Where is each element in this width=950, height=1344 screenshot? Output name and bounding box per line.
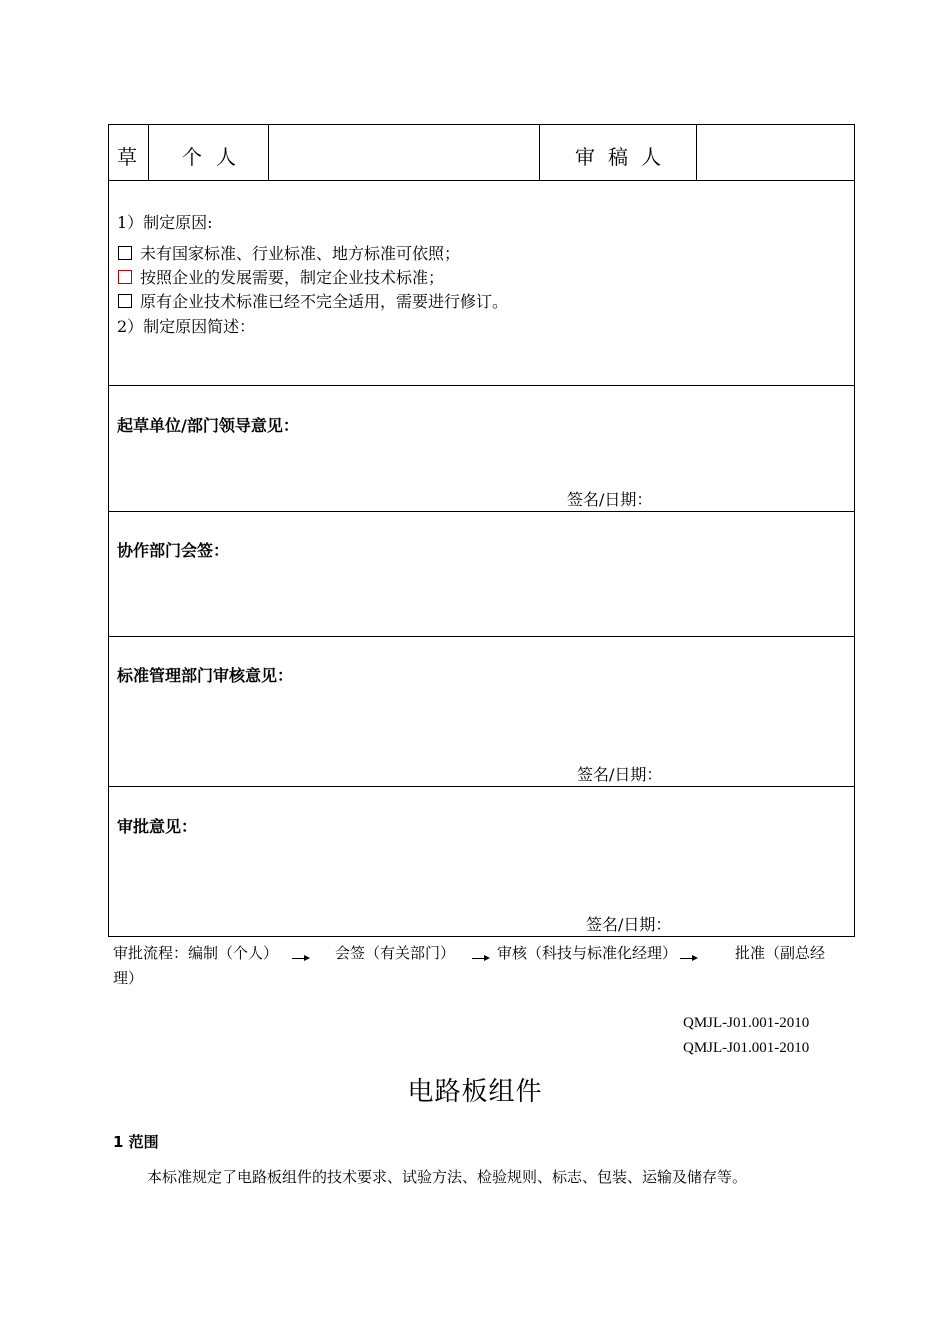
table-col-divider: [148, 124, 149, 180]
arrow-right-icon: [472, 958, 486, 959]
document-title: 电路板组件: [407, 1077, 543, 1107]
table-row-divider: [108, 636, 855, 637]
doc-code: QMJL-J01.001-2010: [683, 1040, 810, 1056]
header-cell-5-input[interactable]: [698, 126, 853, 179]
reason-option-3-label: 原有企业技术标准已经不完全适用，需要进行修订。: [140, 292, 509, 311]
table-col-divider: [696, 124, 697, 180]
table-border-right: [854, 124, 855, 937]
arrow-right-icon: [292, 958, 306, 959]
reason-option-1-label: 未有国家标准、行业标准、地方标准可依照；: [140, 244, 461, 263]
reason-brief-heading: 2）制定原因简述：: [117, 317, 256, 336]
process-step-4-cont: 理）: [113, 969, 144, 987]
section-1-text: 本标准规定了电路板组件的技术要求、试验方法、检验规则、标志、包装、运输及储存等。: [147, 1168, 748, 1186]
approval-sign-date: 签名/日期：: [586, 915, 672, 934]
approval-label: 审批意见：: [117, 817, 198, 836]
process-step-2: 会签（有关部门）: [335, 944, 456, 962]
reason-heading: 1）制定原因:: [117, 213, 213, 232]
process-step-1: 审批流程：编制（个人）: [113, 944, 279, 962]
table-row-divider: [108, 385, 855, 386]
checkbox-icon[interactable]: [118, 270, 132, 284]
table-col-divider: [268, 124, 269, 180]
reason-option-3[interactable]: [118, 291, 508, 313]
std-mgmt-sign-date: 签名/日期：: [577, 765, 663, 784]
header-cell-3-input[interactable]: [270, 126, 538, 179]
table-border-top: [108, 124, 855, 125]
std-mgmt-label: 标准管理部门审核意见：: [117, 666, 294, 685]
section-1-heading: 1 范围: [113, 1133, 159, 1151]
dept-leader-label: 起草单位/部门领导意见：: [117, 416, 299, 435]
table-border-left: [108, 124, 109, 937]
header-cell-1: 草: [117, 145, 143, 169]
table-row-divider: [108, 180, 855, 181]
header-cell-reviewer: 审稿人: [575, 145, 674, 169]
process-step-3: 审核（科技与标准化经理）: [497, 944, 678, 962]
header-cell-2: 个人: [182, 145, 250, 169]
reason-option-2-label: 按照企业的发展需要，制定企业技术标准；: [140, 268, 445, 287]
cosign-label: 协作部门会签：: [117, 541, 230, 560]
reason-option-1[interactable]: [118, 243, 460, 265]
reason-option-2[interactable]: [118, 267, 444, 289]
doc-code: QMJL-J01.001-2010: [683, 1015, 810, 1031]
table-border-bottom: [108, 936, 855, 937]
process-step-4: 批准（副总经: [735, 944, 826, 962]
table-col-divider: [539, 124, 540, 180]
dept-leader-sign-date: 签名/日期：: [567, 490, 653, 509]
arrow-right-icon: [680, 958, 694, 959]
table-row-divider: [108, 786, 855, 787]
checkbox-icon[interactable]: [118, 246, 132, 260]
table-row-divider: [108, 511, 855, 512]
checkbox-icon[interactable]: [118, 294, 132, 308]
